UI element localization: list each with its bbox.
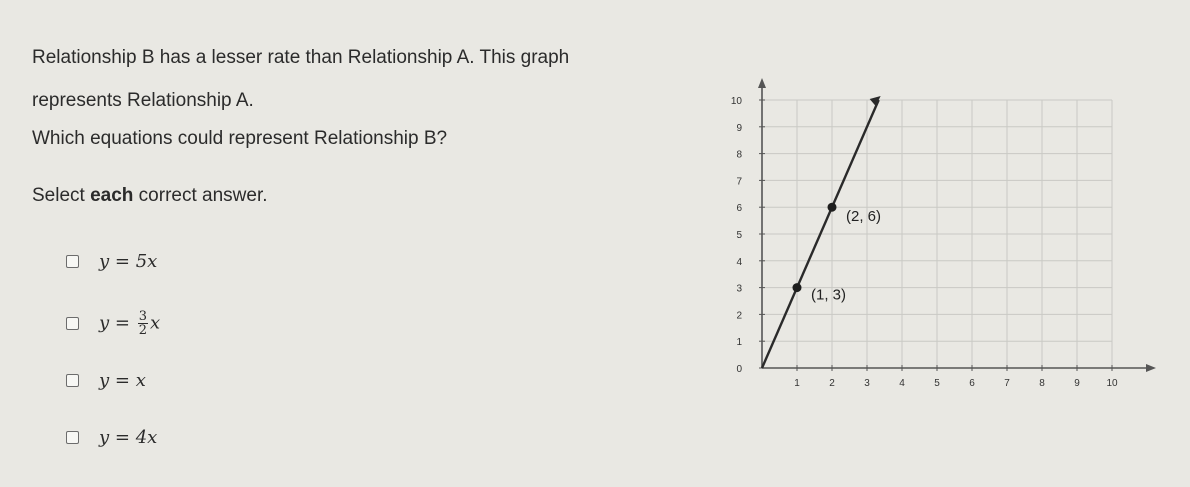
prompt-line-1: Relationship B has a lesser rate than Relationship A. This graph [32,47,570,68]
y-tick-label: 4 [736,256,742,268]
data-point [828,203,837,212]
checkbox[interactable] [66,374,79,387]
instruction-emphasis: each [90,185,134,206]
relationship-a-graph [700,70,1160,410]
x-tick-label: 9 [1074,378,1080,389]
answer-option-2[interactable] [66,310,160,337]
x-tick-label: 2 [829,378,835,389]
x-tick-label: 1 [794,378,800,389]
y-tick-label: 7 [736,176,742,188]
x-tick-label: 3 [864,378,870,389]
answer-option-4[interactable] [66,427,157,448]
y-tick-label: 2 [736,310,742,322]
y-tick-label: 5 [736,230,742,241]
option-label: y = x [99,370,146,391]
answer-option-3[interactable] [66,370,146,391]
y-tick-label: 0 [736,364,742,375]
y-tick-label: 3 [736,283,742,295]
x-tick-label: 10 [1106,378,1118,389]
x-tick-label: 4 [899,378,905,389]
y-tick-label: 9 [736,122,742,134]
x-tick-label: 8 [1039,378,1045,389]
checkbox[interactable] [66,431,79,444]
question-text: Which equations could represent Relationship B? [32,128,448,149]
x-tick-label: 5 [934,378,940,389]
data-point [793,283,802,292]
question-prompt [32,36,672,122]
y-tick-label: 10 [730,96,742,107]
checkbox[interactable] [66,317,79,330]
checkbox[interactable] [66,255,79,268]
y-axis-arrow [758,78,766,88]
option-label: y = $\frac{3}{2}$ x [99,309,161,338]
option-label: y = 4x [99,427,158,448]
fraction: $\frac{3}{2}$ [138,309,147,338]
option-label: y = 5x [99,251,158,272]
point-label: (2, 6) [846,208,882,226]
y-tick-label: 6 [736,203,742,215]
point-label: (1, 3) [811,286,847,304]
x-tick-label: 7 [1004,378,1010,389]
answer-option-1[interactable] [66,251,157,272]
prompt-line-2: represents Relationship A. [32,90,254,111]
instruction-text: Select each correct answer. [32,185,268,206]
y-tick-label: 8 [736,149,742,161]
x-axis-arrow [1146,364,1156,372]
x-tick-label: 6 [969,378,975,389]
y-tick-label: 1 [736,337,742,349]
